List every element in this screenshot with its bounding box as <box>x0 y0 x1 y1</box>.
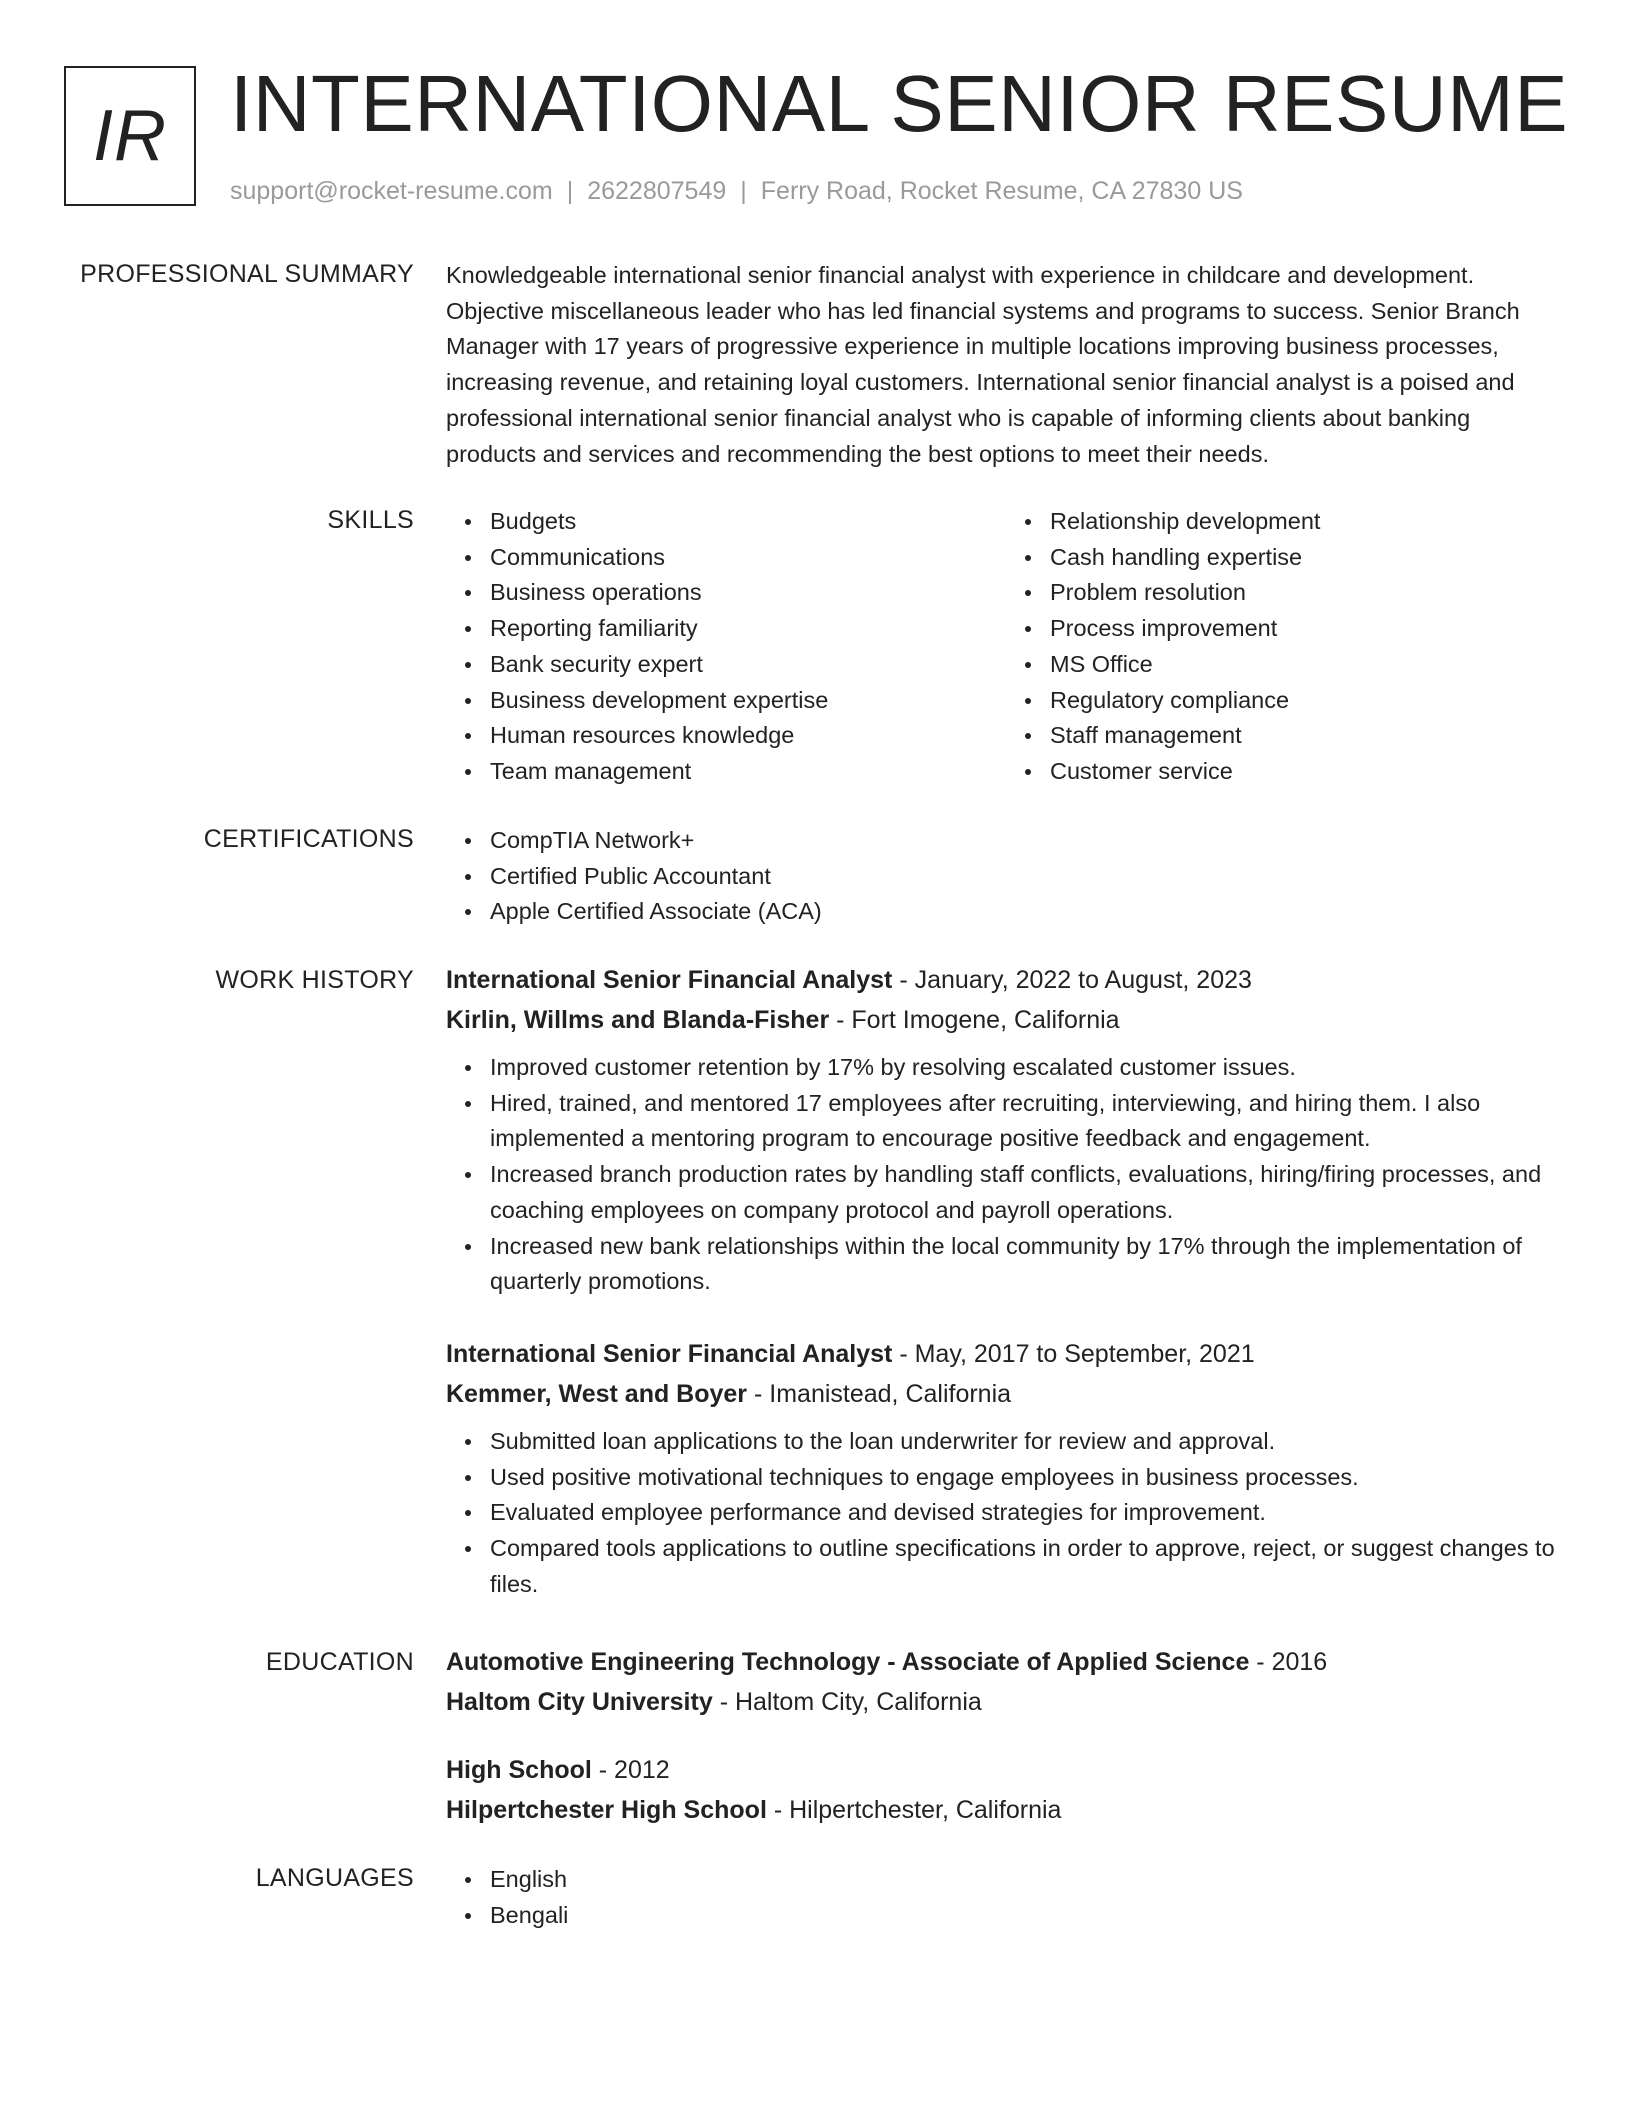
job-bullet: Hired, trained, and mentored 17 employees after recruiting, interviewing, and hiring them. I also implemented a mentoring program to encourage positive feedback and engagement. <box>490 1086 1566 1157</box>
job-bullet: Improved customer retention by 17% by resolving escalated customer issues. <box>490 1050 1566 1086</box>
education-school: Hilpertchester High School <box>446 1796 767 1824</box>
contact-separator: | <box>740 177 747 205</box>
job-title: International Senior Financial Analyst <box>446 1340 893 1368</box>
job-location: - Imanistead, California <box>747 1380 1012 1408</box>
monogram-box <box>64 66 196 206</box>
skills-list <box>446 504 1566 790</box>
language-item: Bengali <box>490 1898 1566 1934</box>
language-item: English <box>490 1862 1566 1898</box>
languages-bullets <box>446 1862 1566 1933</box>
skill-item: Team management <box>490 754 1006 790</box>
skill-item: Budgets <box>490 504 1006 540</box>
skill-item: Problem resolution <box>1050 575 1566 611</box>
certifications-list <box>446 823 1566 930</box>
skill-item: Business development expertise <box>490 683 1006 719</box>
skills-column-left <box>446 504 1006 790</box>
education-heading: EDUCATION <box>265 1648 414 1676</box>
skill-item: Customer service <box>1050 754 1566 790</box>
skill-item: Relationship development <box>1050 504 1566 540</box>
job-bullets <box>446 1424 1566 1603</box>
certification-item: Apple Certified Associate (ACA) <box>490 894 1566 930</box>
job-dates: - May, 2017 to September, 2021 <box>892 1340 1255 1368</box>
contact-line <box>230 174 1243 208</box>
job-bullet: Compared tools applications to outline specifications in order to approve, reject, or suggest changes to files. <box>490 1531 1566 1602</box>
skill-item: Human resources knowledge <box>490 718 1006 754</box>
monogram-initials: IR <box>93 96 167 176</box>
job-title-line <box>446 960 1566 1000</box>
job-company-line <box>446 1374 1566 1414</box>
job-company: Kirlin, Willms and Blanda-Fisher <box>446 1006 830 1034</box>
job-bullet: Used positive motivational techniques to engage employees in business processes. <box>490 1460 1566 1496</box>
skill-item: MS Office <box>1050 647 1566 683</box>
job-entry <box>446 960 1566 1300</box>
contact-separator: | <box>566 177 574 205</box>
education-year: - 2016 <box>1249 1648 1328 1676</box>
education-year: - 2012 <box>591 1756 670 1784</box>
education-degree: High School <box>446 1756 592 1784</box>
summary-text: Knowledgeable international senior financial analyst with experience in childcare and development. Objective miscellaneous leader who has led financial systems and programs to success. Senior Branch Manager with 17 years of progressive experience in multiple locations improving business processes, increasing revenue, and retaining loyal customers. International senior financial analyst is a poised and professional international senior financial analyst who is capable of informing clients about banking products and services and recommending the best options to meet their needs. <box>446 262 1520 467</box>
work-history-heading: WORK HISTORY <box>215 966 414 994</box>
education-degree-line <box>446 1642 1566 1682</box>
education-entry <box>446 1642 1566 1722</box>
job-company-line <box>446 1000 1566 1040</box>
job-title: International Senior Financial Analyst <box>446 966 893 994</box>
summary-heading: PROFESSIONAL SUMMARY <box>80 260 414 288</box>
contact-address: Ferry Road, Rocket Resume, CA 27830 US <box>760 177 1243 205</box>
job-company: Kemmer, West and Boyer <box>446 1380 748 1408</box>
contact-phone[interactable]: 2622807549 <box>587 177 727 205</box>
job-location: - Fort Imogene, California <box>829 1006 1120 1034</box>
languages-list <box>446 1862 1566 1933</box>
job-bullet: Increased branch production rates by handling staff conflicts, evaluations, hiring/firing processes, and coaching employees on company protocol and payroll operations. <box>490 1157 1566 1228</box>
education-school-line <box>446 1790 1566 1830</box>
skills-heading: SKILLS <box>327 506 414 534</box>
certifications-bullets <box>446 823 1566 930</box>
job-bullet: Evaluated employee performance and devised strategies for improvement. <box>490 1495 1566 1531</box>
skill-item: Reporting familiarity <box>490 611 1006 647</box>
skill-item: Bank security expert <box>490 647 1006 683</box>
job-title-line <box>446 1334 1566 1374</box>
skills-column-right <box>1006 504 1566 790</box>
skill-item: Communications <box>490 540 1006 576</box>
contact-email[interactable]: support@rocket-resume.com <box>230 177 553 205</box>
job-dates: - January, 2022 to August, 2023 <box>892 966 1252 994</box>
education-degree: Automotive Engineering Technology - Associate of Applied Science <box>446 1648 1250 1676</box>
education-degree-line <box>446 1750 1566 1790</box>
skill-item: Regulatory compliance <box>1050 683 1566 719</box>
education-location: - Hilpertchester, California <box>766 1796 1062 1824</box>
skill-item: Cash handling expertise <box>1050 540 1566 576</box>
certification-item: Certified Public Accountant <box>490 859 1566 895</box>
skill-item: Staff management <box>1050 718 1566 754</box>
job-entry <box>446 1334 1566 1603</box>
job-bullet: Increased new bank relationships within the local community by 17% through the implementation of quarterly promotions. <box>490 1229 1566 1300</box>
resume-title: INTERNATIONAL SENIOR RESUME <box>230 59 1569 148</box>
education-entry <box>446 1750 1566 1830</box>
job-bullets <box>446 1050 1566 1300</box>
education-school: Haltom City University <box>446 1688 713 1716</box>
job-bullet: Submitted loan applications to the loan underwriter for review and approval. <box>490 1424 1566 1460</box>
education-school-line <box>446 1682 1566 1722</box>
skill-item: Business operations <box>490 575 1006 611</box>
certifications-heading: CERTIFICATIONS <box>203 825 414 853</box>
languages-heading: LANGUAGES <box>255 1864 414 1892</box>
education-location: - Haltom City, California <box>712 1688 982 1716</box>
skill-item: Process improvement <box>1050 611 1566 647</box>
certification-item: CompTIA Network+ <box>490 823 1566 859</box>
